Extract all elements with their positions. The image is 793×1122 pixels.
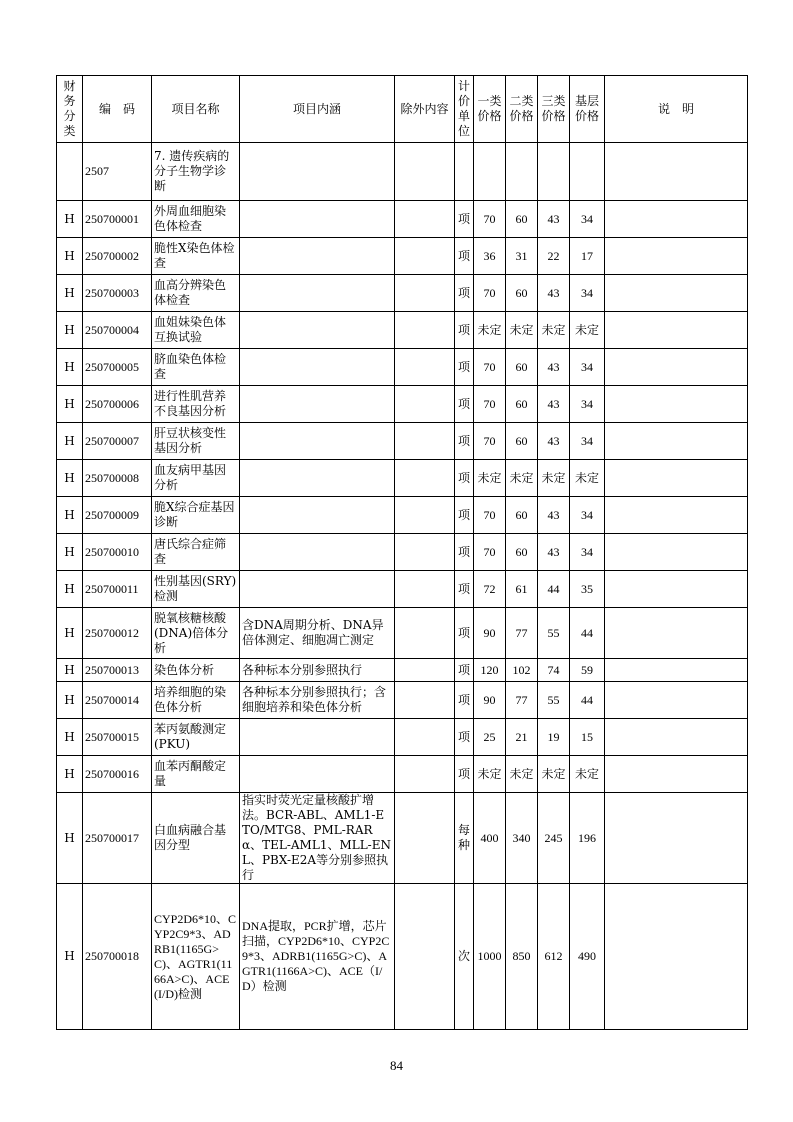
price-2-cell: 60 [506,534,538,571]
item-content-cell: DNA提取，PCR扩增，芯片扫描，CYP2D6*10、CYP2C9*3、ADRB1(1165G>C)、AGTR1(1166A>C)、ACE（I/D）检测 [240,884,395,1030]
item-content-cell [240,201,395,238]
table-row [57,534,748,571]
price-1-cell: 1000 [474,884,506,1030]
code-cell: 250700001 [83,201,152,238]
exclude-cell [395,460,455,497]
table-row [57,756,748,793]
category-cell: H [57,275,83,312]
header-content: 项目内涵 [240,76,395,143]
price-1-cell: 72 [474,571,506,608]
code-cell: 250700012 [83,608,152,659]
note-cell [605,534,748,571]
item-content-cell: 指实时荧光定量核酸扩增法。BCR-ABL、AML1-ETO/MTG8、PML-RARα、TEL-AML1、MLL-ENL、PBX-E2A等分别参照执行 [240,793,395,884]
note-cell [605,497,748,534]
section-name: 7. 遗传疾病的分子生物学诊断 [152,143,240,201]
item-content-cell [240,386,395,423]
price-4-cell: 15 [570,719,605,756]
item-name-cell: 外周血细胞染色体检查 [152,201,240,238]
unit-cell: 项 [455,571,474,608]
price-4-cell: 34 [570,201,605,238]
exclude-cell [395,719,455,756]
price-2-cell: 60 [506,201,538,238]
note-cell [605,682,748,719]
price-1-cell: 90 [474,608,506,659]
table-row [57,719,748,756]
exclude-cell [395,571,455,608]
item-content-cell [240,238,395,275]
unit-cell: 次 [455,884,474,1030]
item-content-cell [240,571,395,608]
item-name-cell: 进行性肌营养不良基因分析 [152,386,240,423]
item-name-cell: 脆性X染色体检查 [152,238,240,275]
price-2-cell: 850 [506,884,538,1030]
code-cell: 250700007 [83,423,152,460]
price-2-cell: 61 [506,571,538,608]
price-1-cell: 90 [474,682,506,719]
table-row [57,608,748,659]
price-4-cell: 34 [570,386,605,423]
code-cell: 250700008 [83,460,152,497]
category-cell: H [57,608,83,659]
price-4-cell: 34 [570,423,605,460]
price-1-cell: 36 [474,238,506,275]
price-3-cell: 43 [538,275,570,312]
exclude-cell [395,238,455,275]
unit-cell: 项 [455,201,474,238]
price-3-cell: 22 [538,238,570,275]
unit-cell: 项 [455,682,474,719]
price-1-cell: 120 [474,659,506,682]
item-content-cell: 各种标本分别参照执行 [240,659,395,682]
exclude-cell [395,534,455,571]
table-body [57,201,748,1030]
price-4-cell: 未定 [570,312,605,349]
price-3-cell: 43 [538,201,570,238]
exclude-cell [395,312,455,349]
item-name-cell: 肝豆状核变性基因分析 [152,423,240,460]
table-row [57,659,748,682]
item-content-cell [240,719,395,756]
section-code: 2507 [83,143,152,201]
price-1-cell: 未定 [474,756,506,793]
price-3-cell: 43 [538,423,570,460]
header-price-1: 一类价格 [474,76,506,143]
exclude-cell [395,682,455,719]
note-cell [605,659,748,682]
code-cell: 250700003 [83,275,152,312]
table-row [57,793,748,884]
header-row [57,76,748,143]
exclude-cell [395,201,455,238]
code-cell: 250700011 [83,571,152,608]
table-row [57,238,748,275]
exclude-cell [395,386,455,423]
exclude-cell [395,756,455,793]
note-cell [605,386,748,423]
price-3-cell: 44 [538,571,570,608]
table-row [57,386,748,423]
exclude-cell [395,349,455,386]
exclude-cell [395,793,455,884]
price-4-cell: 17 [570,238,605,275]
exclude-cell [395,497,455,534]
price-1-cell: 70 [474,423,506,460]
table-row [57,571,748,608]
category-cell: H [57,386,83,423]
price-2-cell: 60 [506,497,538,534]
code-cell: 250700014 [83,682,152,719]
price-2-cell: 未定 [506,460,538,497]
header-price-3: 三类价格 [538,76,570,143]
unit-cell: 项 [455,497,474,534]
code-cell: 250700006 [83,386,152,423]
price-1-cell: 70 [474,534,506,571]
item-content-cell [240,349,395,386]
code-cell: 250700018 [83,884,152,1030]
price-1-cell: 70 [474,201,506,238]
price-4-cell: 34 [570,497,605,534]
price-4-cell: 35 [570,571,605,608]
item-name-cell: 脆X综合症基因诊断 [152,497,240,534]
category-cell: H [57,460,83,497]
unit-cell: 项 [455,460,474,497]
price-2-cell: 21 [506,719,538,756]
category-cell: H [57,312,83,349]
unit-cell: 项 [455,349,474,386]
category-cell: H [57,884,83,1030]
header-exclude: 除外内容 [395,76,455,143]
price-3-cell: 43 [538,386,570,423]
category-cell: H [57,238,83,275]
price-4-cell: 490 [570,884,605,1030]
category-cell: H [57,682,83,719]
table-row [57,423,748,460]
code-cell: 250700015 [83,719,152,756]
item-name-cell: 染色体分析 [152,659,240,682]
item-name-cell: 血苯丙酮酸定量 [152,756,240,793]
header-category: 财务分类 [57,76,83,143]
unit-cell: 项 [455,275,474,312]
unit-cell: 每种 [455,793,474,884]
item-name-cell: 白血病融合基因分型 [152,793,240,884]
price-4-cell: 34 [570,534,605,571]
price-4-cell: 未定 [570,756,605,793]
item-content-cell [240,756,395,793]
unit-cell: 项 [455,659,474,682]
price-2-cell: 60 [506,386,538,423]
table-row [57,460,748,497]
table-row [57,884,748,1030]
item-name-cell: 血友病甲基因分析 [152,460,240,497]
price-2-cell: 77 [506,608,538,659]
price-1-cell: 未定 [474,312,506,349]
price-1-cell: 70 [474,349,506,386]
exclude-cell [395,423,455,460]
code-cell: 250700017 [83,793,152,884]
price-3-cell: 19 [538,719,570,756]
item-name-cell: 性别基因(SRY)检测 [152,571,240,608]
note-cell [605,571,748,608]
note-cell [605,312,748,349]
price-2-cell: 60 [506,423,538,460]
item-content-cell [240,312,395,349]
price-4-cell: 34 [570,275,605,312]
page-number: 84 [390,1058,403,1073]
price-4-cell: 196 [570,793,605,884]
price-1-cell: 70 [474,497,506,534]
unit-cell: 项 [455,534,474,571]
category-cell: H [57,349,83,386]
price-table [56,75,748,1030]
item-name-cell: 培养细胞的染色体分析 [152,682,240,719]
table-row [57,497,748,534]
price-3-cell: 55 [538,682,570,719]
price-4-cell: 59 [570,659,605,682]
category-cell: H [57,497,83,534]
category-cell: H [57,571,83,608]
item-name-cell: CYP2D6*10、CYP2C9*3、ADRB1(1165G>C)、AGTR1(1166A>C)、ACE(I/D)检测 [152,884,240,1030]
note-cell [605,756,748,793]
item-name-cell: 苯丙氨酸测定(PKU) [152,719,240,756]
price-2-cell: 340 [506,793,538,884]
price-2-cell: 未定 [506,756,538,793]
category-cell: H [57,756,83,793]
price-3-cell: 55 [538,608,570,659]
price-1-cell: 400 [474,793,506,884]
price-3-cell: 43 [538,534,570,571]
header-unit: 计价单位 [455,76,474,143]
code-cell: 250700013 [83,659,152,682]
price-1-cell: 70 [474,386,506,423]
category-cell: H [57,201,83,238]
price-3-cell: 未定 [538,312,570,349]
category-cell: H [57,793,83,884]
header-name: 项目名称 [152,76,240,143]
price-3-cell: 612 [538,884,570,1030]
price-1-cell: 未定 [474,460,506,497]
header-price-2: 二类价格 [506,76,538,143]
exclude-cell [395,275,455,312]
price-3-cell: 未定 [538,756,570,793]
item-name-cell: 脱氧核糖核酸(DNA)倍体分析 [152,608,240,659]
note-cell [605,719,748,756]
price-4-cell: 34 [570,349,605,386]
item-content-cell: 含DNA周期分析、DNA异倍体测定、细胞凋亡测定 [240,608,395,659]
note-cell [605,460,748,497]
item-name-cell: 血姐妹染色体互换试验 [152,312,240,349]
table-row [57,349,748,386]
table-row [57,275,748,312]
note-cell [605,201,748,238]
price-1-cell: 25 [474,719,506,756]
header-note: 说 明 [605,76,748,143]
price-3-cell: 43 [538,349,570,386]
price-3-cell: 43 [538,497,570,534]
price-4-cell: 未定 [570,460,605,497]
price-2-cell: 60 [506,349,538,386]
header-code: 编 码 [83,76,152,143]
price-4-cell: 44 [570,608,605,659]
category-cell: H [57,423,83,460]
item-name-cell: 唐氏综合症筛查 [152,534,240,571]
code-cell: 250700016 [83,756,152,793]
code-cell: 250700005 [83,349,152,386]
table-row [57,312,748,349]
item-content-cell [240,460,395,497]
table-row [57,682,748,719]
code-cell: 250700010 [83,534,152,571]
item-content-cell [240,534,395,571]
unit-cell: 项 [455,756,474,793]
unit-cell: 项 [455,719,474,756]
table-row [57,201,748,238]
category-cell: H [57,719,83,756]
item-content-cell [240,497,395,534]
note-cell [605,884,748,1030]
item-content-cell: 各种标本分别参照执行；含细胞培养和染色体分析 [240,682,395,719]
unit-cell: 项 [455,386,474,423]
unit-cell: 项 [455,238,474,275]
item-content-cell [240,423,395,460]
section-row [57,143,748,201]
item-name-cell: 脐血染色体检查 [152,349,240,386]
unit-cell: 项 [455,423,474,460]
code-cell: 250700009 [83,497,152,534]
price-3-cell: 未定 [538,460,570,497]
category-cell: H [57,534,83,571]
note-cell [605,423,748,460]
code-cell: 250700004 [83,312,152,349]
price-2-cell: 102 [506,659,538,682]
header-price-4: 基层价格 [570,76,605,143]
note-cell [605,349,748,386]
item-content-cell [240,275,395,312]
price-2-cell: 77 [506,682,538,719]
price-2-cell: 未定 [506,312,538,349]
price-2-cell: 31 [506,238,538,275]
unit-cell: 项 [455,312,474,349]
exclude-cell [395,884,455,1030]
note-cell [605,608,748,659]
price-3-cell: 74 [538,659,570,682]
price-2-cell: 60 [506,275,538,312]
item-name-cell: 血高分辨染色体检查 [152,275,240,312]
note-cell [605,238,748,275]
unit-cell: 项 [455,608,474,659]
price-4-cell: 44 [570,682,605,719]
price-3-cell: 245 [538,793,570,884]
code-cell: 250700002 [83,238,152,275]
note-cell [605,793,748,884]
price-1-cell: 70 [474,275,506,312]
note-cell [605,275,748,312]
exclude-cell [395,659,455,682]
category-cell: H [57,659,83,682]
exclude-cell [395,608,455,659]
